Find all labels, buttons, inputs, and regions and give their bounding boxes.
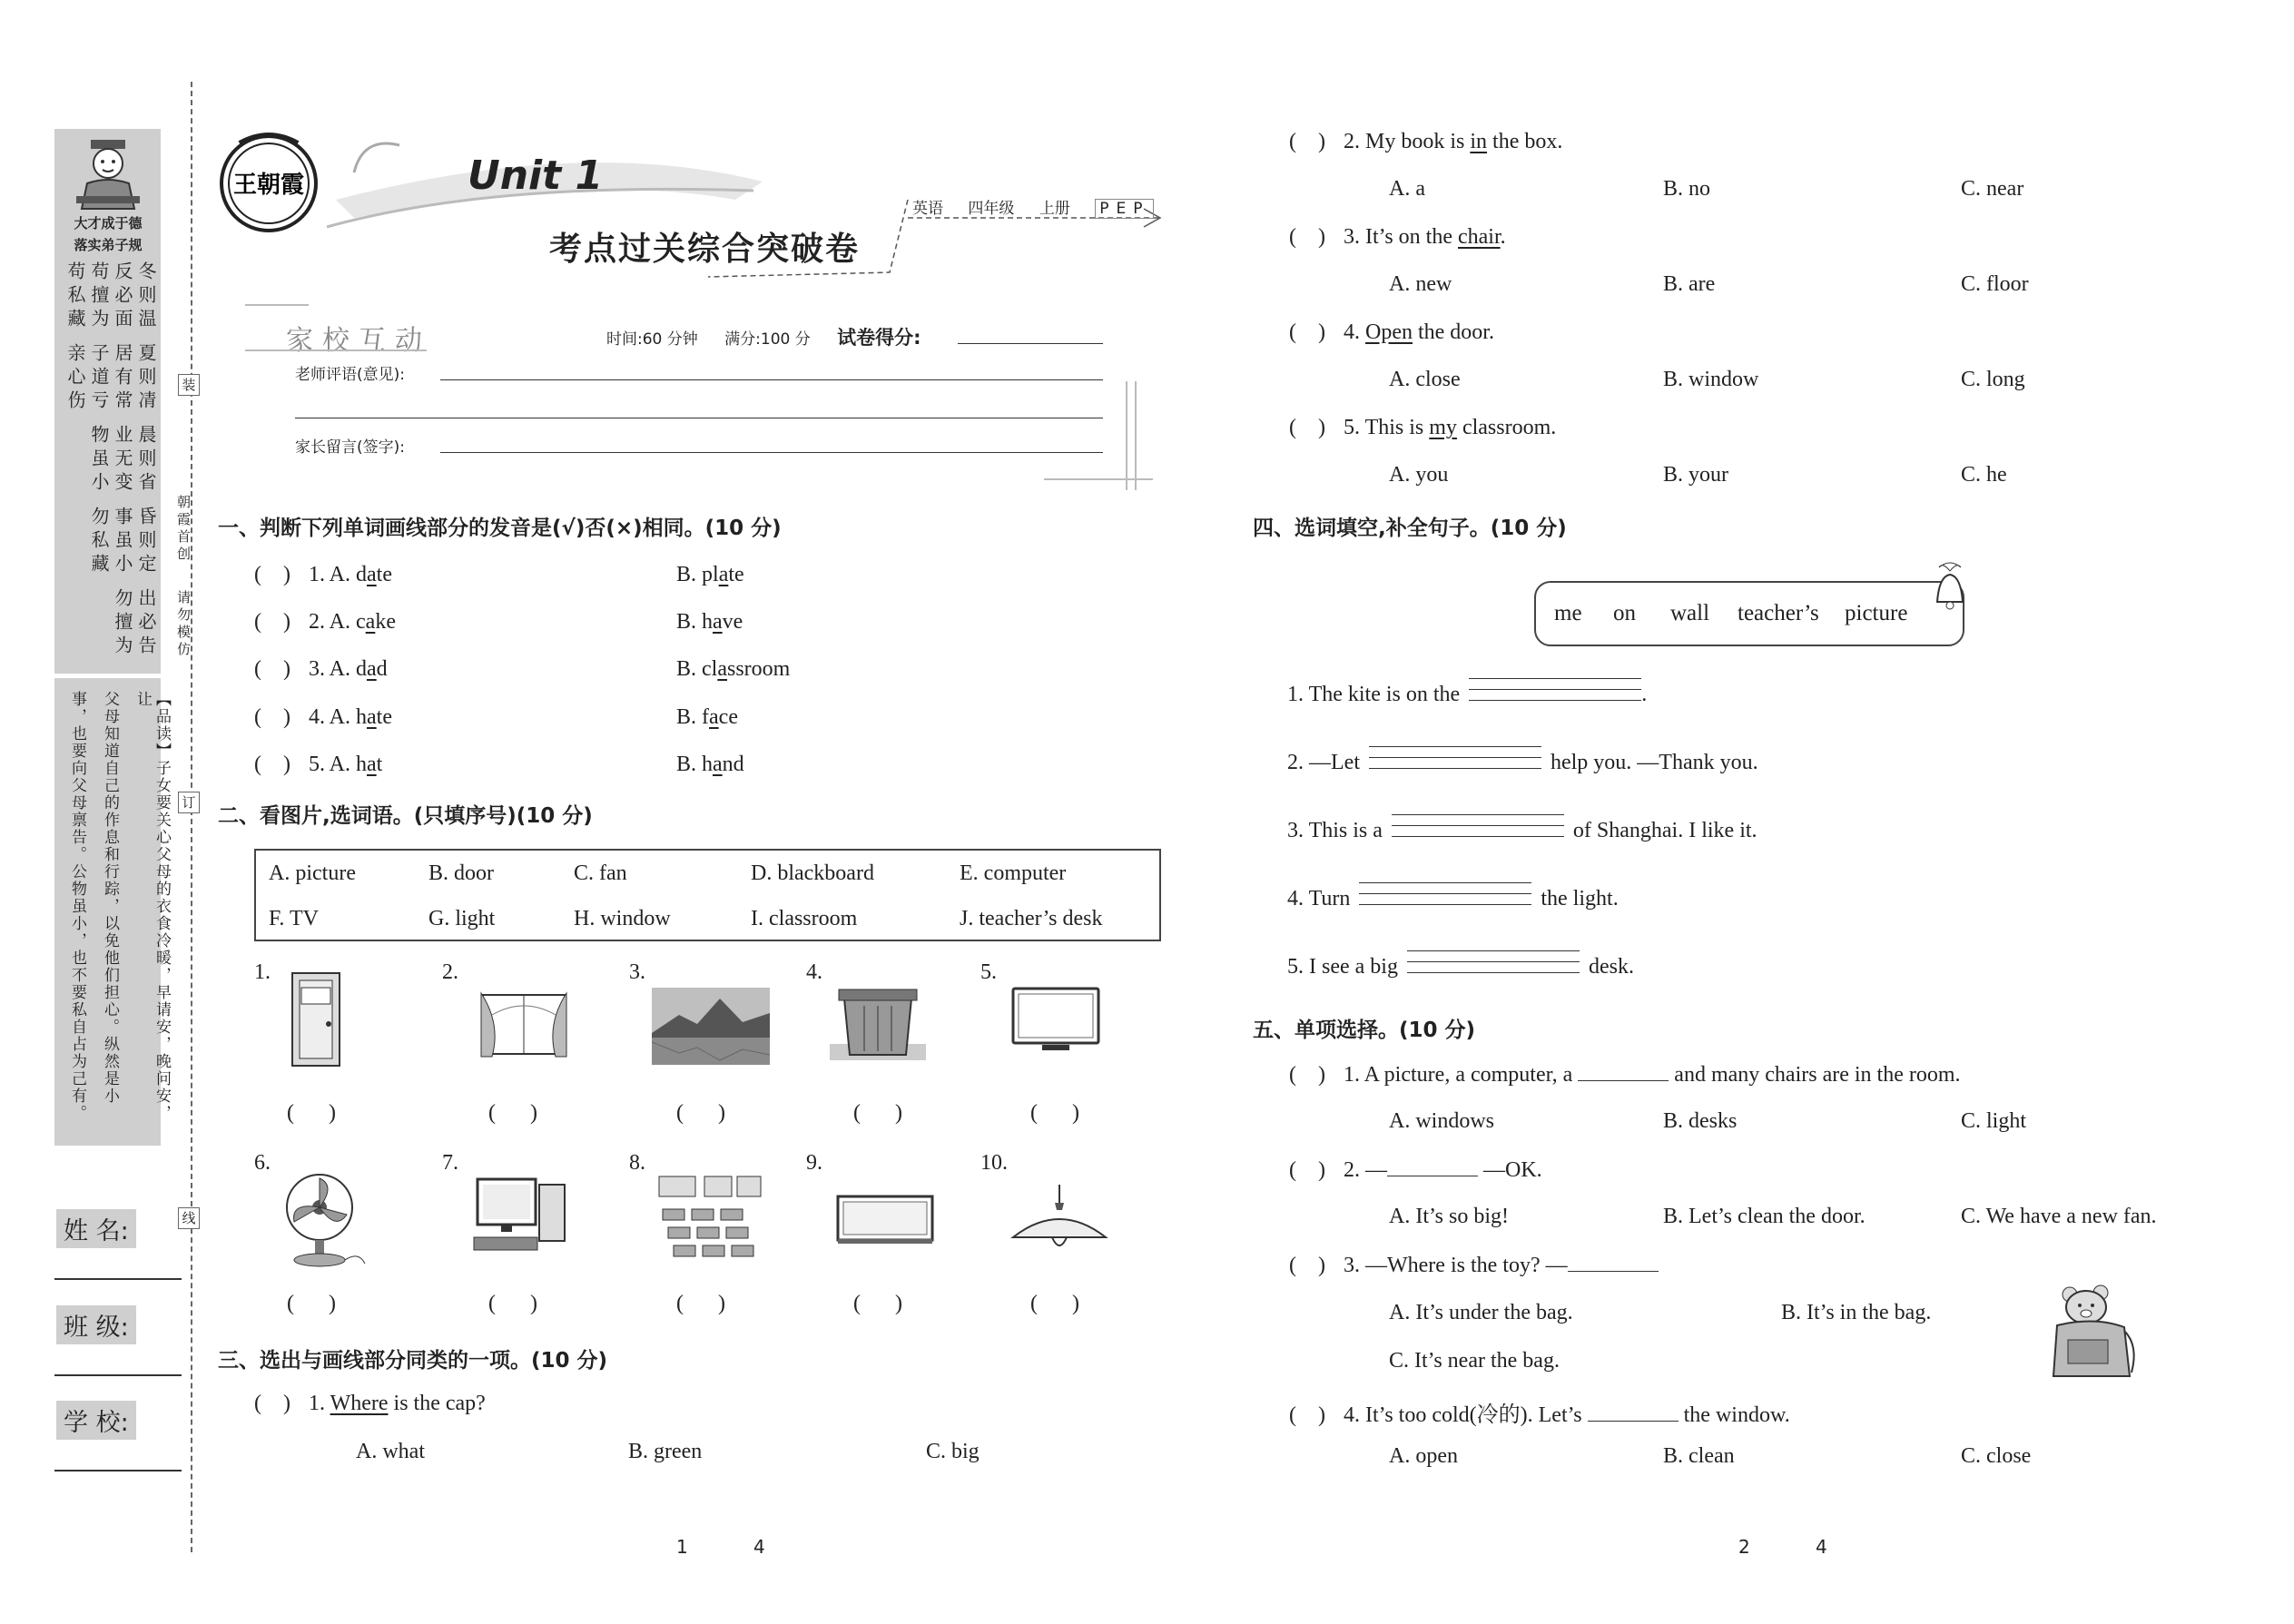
teacher-comment-field[interactable] bbox=[440, 379, 1103, 380]
section-5-title: 五、单项选择。(10 分) bbox=[1253, 1019, 1476, 1042]
s3-q4-option-a: A. close bbox=[1389, 368, 1461, 391]
word-d: D. blackboard bbox=[751, 861, 874, 885]
teacher-comment-label: 老师评语(意见): bbox=[295, 366, 405, 384]
pindu-panel bbox=[54, 678, 171, 1146]
pic-number-9: 9. bbox=[806, 1151, 822, 1175]
answer-paren-10[interactable]: () bbox=[1030, 1292, 1114, 1315]
s1-option-b-2: B. have bbox=[676, 610, 743, 634]
word-a: A. picture bbox=[269, 861, 356, 885]
scholar-icon bbox=[73, 136, 143, 211]
pic-number-4: 4. bbox=[806, 960, 822, 984]
pindu-line-1: 【品读】子女要关心父母的衣食冷暖，早请安，晚问安，让 bbox=[133, 691, 171, 1122]
teddy-bear-bag-picture bbox=[2050, 1282, 2141, 1382]
s1-option-b-3: B. classroom bbox=[676, 657, 791, 681]
s3-q5-option-a: A. you bbox=[1389, 463, 1449, 487]
s3-q5-option-c: C. he bbox=[1961, 463, 2007, 487]
s1-question-1: ( ) 1. A. date bbox=[254, 563, 392, 586]
frame-line-1 bbox=[1126, 381, 1127, 490]
logo-seal bbox=[214, 127, 323, 236]
pic-number-2: 2. bbox=[442, 960, 458, 984]
bank-word-me: me bbox=[1554, 601, 1582, 625]
s4-fill-5[interactable] bbox=[1407, 956, 1580, 979]
s4-fill-2[interactable] bbox=[1369, 752, 1541, 775]
home-school-banner: 家校互动 bbox=[286, 325, 431, 357]
pic-number-8: 8. bbox=[629, 1151, 645, 1175]
word-choice-box bbox=[254, 849, 1161, 941]
motto-col-8: 业无变 bbox=[112, 425, 133, 496]
motto-col-7: 居有常 bbox=[112, 343, 133, 414]
pic-number-6: 6. bbox=[254, 1151, 271, 1175]
banner-rule-bottom bbox=[245, 349, 427, 351]
pic-number-1: 1. bbox=[254, 960, 271, 984]
s3-q2-option-c: C. near bbox=[1961, 177, 2024, 201]
s5-q2-option-b: B. Let’s clean the door. bbox=[1663, 1205, 1866, 1228]
s3-question-1: ( ) 1. Where is the cap? bbox=[254, 1392, 486, 1415]
section-2-title: 二、看图片,选词语。(只填序号)(10 分) bbox=[218, 804, 593, 828]
motto-col-15: 苟私藏 bbox=[64, 261, 86, 332]
word-e: E. computer bbox=[960, 861, 1067, 885]
word-b: B. door bbox=[428, 861, 494, 885]
s3-q3-option-c: C. floor bbox=[1961, 272, 2029, 296]
classroom-picture bbox=[655, 1173, 764, 1262]
motto-col-2: 夏则凊 bbox=[135, 343, 157, 414]
grade-tag: 四年级 bbox=[968, 200, 1015, 218]
landscape-picture bbox=[652, 988, 770, 1065]
blackboard-picture bbox=[835, 1194, 935, 1245]
pindu-line-3: 事，也要向父母禀告。公物虽小，也不要私自占为己有。 bbox=[68, 691, 86, 1122]
tv-picture bbox=[1009, 985, 1102, 1056]
motto-col-14: 勿私藏 bbox=[88, 507, 110, 577]
s3-question-5: ( ) 5. This is my classroom. bbox=[1289, 416, 1557, 439]
page-total-left: 4 bbox=[753, 1536, 765, 1558]
motto-panel bbox=[54, 129, 171, 1146]
parent-comment-field[interactable] bbox=[440, 452, 1103, 453]
section-4-title: 四、选词填空,补全句子。(10 分) bbox=[1253, 517, 1567, 540]
answer-paren-5[interactable]: () bbox=[1030, 1101, 1114, 1125]
s1-option-b-1: B. plate bbox=[676, 563, 744, 586]
computer-picture bbox=[470, 1176, 570, 1257]
answer-paren-6[interactable]: () bbox=[287, 1292, 370, 1315]
s3-q3-option-a: A. new bbox=[1389, 272, 1452, 296]
motto-col-3: 晨则省 bbox=[135, 425, 157, 496]
motto-top-panel bbox=[54, 129, 161, 674]
frame-line-2 bbox=[1135, 381, 1137, 490]
bank-word-wall: wall bbox=[1670, 601, 1710, 625]
name-label: 姓 名: bbox=[56, 1209, 136, 1248]
s5-q4-option-a: A. open bbox=[1389, 1444, 1458, 1468]
school-label: 学 校: bbox=[56, 1401, 136, 1440]
desk-picture bbox=[828, 980, 928, 1062]
answer-paren-7[interactable]: () bbox=[488, 1292, 572, 1315]
s5-q2-option-a: A. It’s so big! bbox=[1389, 1205, 1509, 1228]
s5-q3-blank[interactable] bbox=[1568, 1253, 1659, 1272]
door-picture bbox=[289, 969, 343, 1069]
s3-question-3: ( ) 3. It’s on the chair. bbox=[1289, 225, 1506, 249]
s5-q4-option-b: B. clean bbox=[1663, 1444, 1735, 1468]
motto-col-10: 勿擅为 bbox=[112, 588, 133, 659]
motto-col-1: 冬则温 bbox=[135, 261, 157, 332]
s1-question-4: ( ) 4. A. hate bbox=[254, 705, 392, 729]
logo-text: 王朝霞 bbox=[232, 172, 305, 199]
s4-question-3: 3. This is a of Shanghai. I like it. bbox=[1287, 819, 1757, 843]
side-note-1: 朝霞首创 bbox=[175, 495, 192, 564]
motto-col-9: 事虽小 bbox=[112, 507, 133, 577]
s5-question-4: ( ) 4. It’s too cold(冷的). Let’s the window. bbox=[1289, 1403, 1790, 1427]
word-h: H. window bbox=[574, 907, 671, 930]
page-number-left: 1 bbox=[676, 1536, 688, 1558]
page-number-right: 2 bbox=[1738, 1536, 1750, 1558]
s5-q1-option-a: A. windows bbox=[1389, 1109, 1495, 1133]
answer-paren-4[interactable]: () bbox=[853, 1101, 937, 1125]
window-picture bbox=[474, 988, 574, 1060]
term-tag: 上册 bbox=[1039, 200, 1070, 218]
motto-col-13: 物虽小 bbox=[88, 425, 110, 496]
exam-title: 考点过关综合突破卷 bbox=[549, 231, 861, 268]
s3-question-4: ( ) 4. Open the door. bbox=[1289, 320, 1494, 344]
s3-q2-option-a: A. a bbox=[1389, 177, 1425, 201]
s4-fill-1[interactable] bbox=[1469, 684, 1641, 707]
word-g: G. light bbox=[428, 907, 496, 930]
word-bank-box bbox=[1534, 581, 1964, 646]
bank-word-picture: picture bbox=[1845, 601, 1908, 625]
s4-question-2: 2. —Let help you. —Thank you. bbox=[1287, 751, 1758, 775]
section-3-title: 三、选出与画线部分同类的一项。(10 分) bbox=[218, 1349, 608, 1373]
full-score: 满分:100 分 bbox=[724, 330, 811, 349]
word-i: I. classroom bbox=[751, 907, 858, 930]
s3-question-2: ( ) 2. My book is in the box. bbox=[1289, 130, 1563, 153]
fan-picture bbox=[281, 1169, 372, 1269]
s1-question-3: ( ) 3. A. dad bbox=[254, 657, 388, 681]
cut-line bbox=[191, 82, 192, 1552]
s5-q4-blank[interactable] bbox=[1588, 1403, 1679, 1422]
banner-rule-left bbox=[245, 304, 309, 306]
school-field[interactable] bbox=[54, 1470, 182, 1471]
s1-question-5: ( ) 5. A. hat bbox=[254, 753, 383, 776]
name-field[interactable] bbox=[54, 1278, 182, 1280]
lamp-picture bbox=[1009, 1185, 1109, 1257]
motto-col-6: 反必面 bbox=[112, 261, 133, 332]
s4-fill-4[interactable] bbox=[1359, 888, 1531, 911]
bank-word-on: on bbox=[1613, 601, 1636, 625]
parent-comment-label: 家长留言(签字): bbox=[295, 438, 405, 457]
s3-q1-option-b: B. green bbox=[628, 1440, 703, 1463]
s5-question-2: ( ) 2. — —OK. bbox=[1289, 1158, 1542, 1182]
subject-tag: 英语 bbox=[912, 200, 943, 218]
s4-question-1: 1. The kite is on the . bbox=[1287, 683, 1647, 707]
class-label: 班 级: bbox=[56, 1305, 136, 1344]
s1-option-b-5: B. hand bbox=[676, 753, 744, 776]
word-j: J. teacher’s desk bbox=[960, 907, 1103, 930]
word-f: F. TV bbox=[269, 907, 319, 930]
s3-q4-option-b: B. window bbox=[1663, 368, 1759, 391]
class-field[interactable] bbox=[54, 1374, 182, 1376]
cut-char-2: 订 bbox=[178, 792, 200, 813]
s5-question-1: ( ) 1. A picture, a computer, a and many chairs are in the room. bbox=[1289, 1063, 1961, 1087]
side-note-2: 请勿模仿 bbox=[175, 590, 192, 659]
answer-paren-3[interactable]: () bbox=[676, 1101, 760, 1125]
motto-col-12: 子道亏 bbox=[88, 343, 110, 414]
cut-char-1: 装 bbox=[178, 374, 200, 396]
s4-question-4: 4. Turn the light. bbox=[1287, 887, 1619, 911]
page-total-right: 4 bbox=[1816, 1536, 1827, 1558]
score-field[interactable] bbox=[958, 343, 1103, 344]
pic-number-3: 3. bbox=[629, 960, 645, 984]
s1-question-2: ( ) 2. A. cake bbox=[254, 610, 396, 634]
cut-char-3: 线 bbox=[178, 1207, 200, 1229]
edition-tag: PEP bbox=[1095, 199, 1154, 219]
bell-icon bbox=[1925, 558, 1975, 613]
s1-option-b-4: B. face bbox=[676, 705, 738, 729]
s4-question-5: 5. I see a big desk. bbox=[1287, 955, 1634, 979]
motto-title-line-2: 落实弟子规 bbox=[74, 237, 143, 253]
s4-fill-3[interactable] bbox=[1392, 820, 1564, 843]
answer-paren-8[interactable]: () bbox=[676, 1292, 760, 1315]
s3-q1-option-c: C. big bbox=[926, 1440, 980, 1463]
frame-line-3 bbox=[1044, 478, 1153, 480]
answer-paren-9[interactable]: () bbox=[853, 1292, 937, 1315]
motto-title-line-1: 大才成于德 bbox=[74, 215, 143, 231]
bank-word-teachers: teacher’s bbox=[1738, 601, 1819, 625]
motto-col-11: 苟擅为 bbox=[88, 261, 110, 332]
s3-q3-option-b: B. are bbox=[1663, 272, 1716, 296]
s5-q2-blank[interactable] bbox=[1387, 1157, 1478, 1176]
word-c: C. fan bbox=[574, 861, 627, 885]
unit-title: Unit 1 bbox=[468, 153, 604, 199]
pic-number-10: 10. bbox=[980, 1151, 1008, 1175]
s3-q2-option-b: B. no bbox=[1663, 177, 1711, 201]
motto-col-4: 昏则定 bbox=[135, 507, 157, 577]
score-label: 试卷得分: bbox=[837, 327, 921, 349]
s5-q3-option-c: C. It’s near the bag. bbox=[1389, 1349, 1560, 1373]
answer-paren-2[interactable]: () bbox=[488, 1101, 572, 1125]
meta-tags bbox=[912, 195, 1174, 218]
s3-q4-option-c: C. long bbox=[1961, 368, 2025, 391]
s5-q2-option-c: C. We have a new fan. bbox=[1961, 1205, 2157, 1228]
s3-q5-option-b: B. your bbox=[1663, 463, 1728, 487]
time-limit: 时间:60 分钟 bbox=[606, 330, 698, 349]
s5-q1-option-b: B. desks bbox=[1663, 1109, 1738, 1133]
pic-number-7: 7. bbox=[442, 1151, 458, 1175]
s5-q3-option-a: A. It’s under the bag. bbox=[1389, 1301, 1573, 1324]
answer-paren-1[interactable]: () bbox=[287, 1101, 370, 1125]
section-1-title: 一、判断下列单词画线部分的发音是(√)否(×)相同。(10 分) bbox=[218, 517, 782, 540]
exam-info-row bbox=[606, 323, 943, 350]
s5-q1-option-c: C. light bbox=[1961, 1109, 2027, 1133]
s5-question-3: ( ) 3. —Where is the toy? — bbox=[1289, 1253, 1659, 1278]
motto-col-5: 出必告 bbox=[135, 588, 157, 659]
s3-q1-option-a: A. what bbox=[356, 1440, 425, 1463]
s5-q3-option-b: B. It’s in the bag. bbox=[1781, 1301, 1932, 1324]
pindu-line-2: 父母知道自己的作息和行踪，以免他们担心。纵然是小 bbox=[101, 691, 119, 1105]
s5-q1-blank[interactable] bbox=[1578, 1062, 1669, 1081]
s5-q4-option-c: C. close bbox=[1961, 1444, 2032, 1468]
motto-col-16: 亲心伤 bbox=[64, 343, 86, 414]
pic-number-5: 5. bbox=[980, 960, 997, 984]
